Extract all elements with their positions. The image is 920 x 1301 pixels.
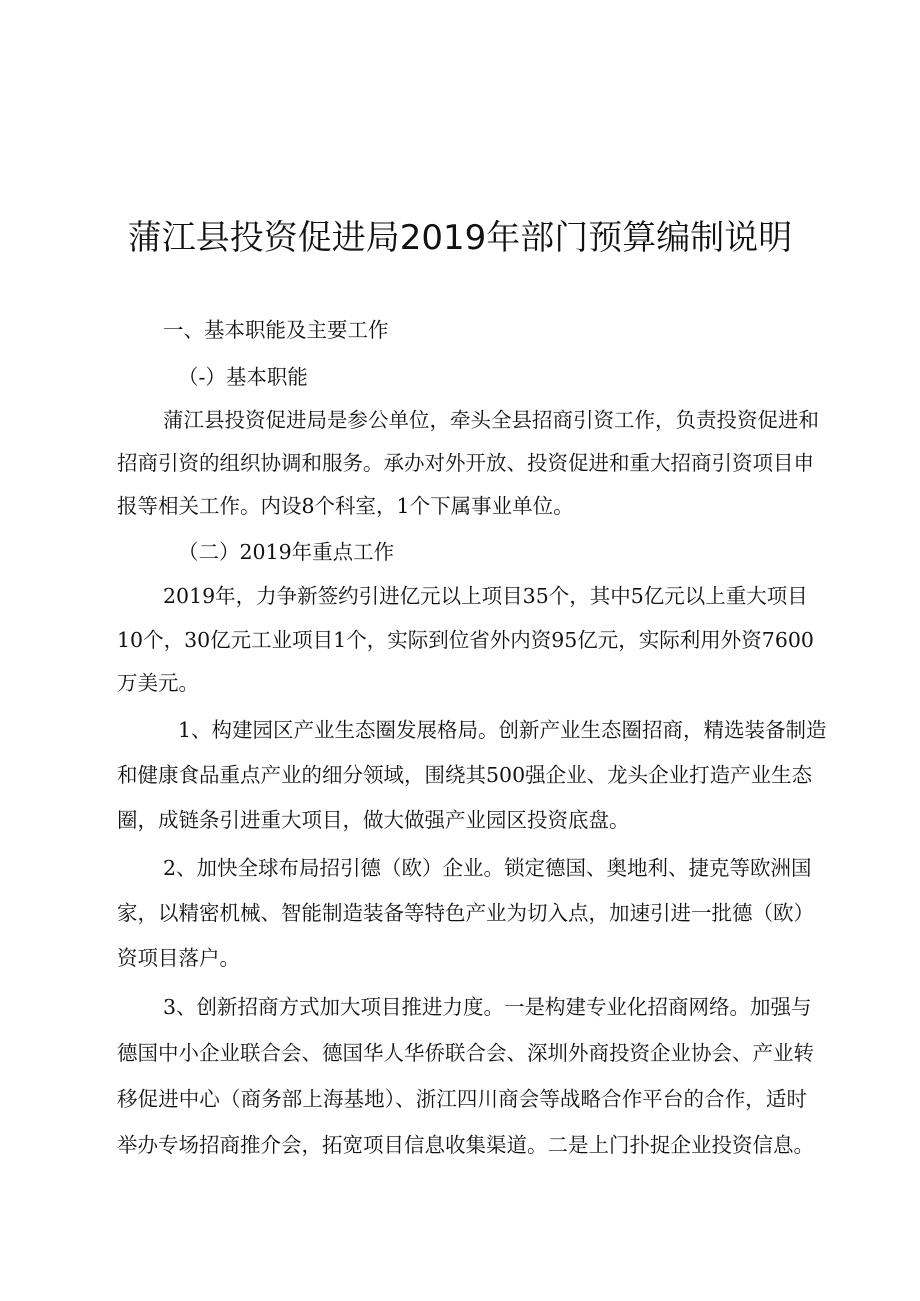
paragraph-line: 2019年，力争新签约引进亿元以上项目35个，其中5亿元以上重大项目 [163, 584, 808, 608]
paragraph-line: 圈，成链条引进重大项目，做大做强产业园区投资底盘。 [117, 808, 630, 832]
paragraph-line: 报等相关工作。内设8个科室，1个下属事业单位。 [117, 494, 574, 518]
paragraph-line: 万美元。 [117, 671, 199, 695]
paragraph-line: 1、构建园区产业生态圈发展格局。创新产业生态圈招商，精选装备制造 [178, 718, 827, 742]
paragraph-line: 移促进中心（商务部上海基地）、浙江四川商会等战略合作平台的合作，适时 [117, 1087, 807, 1111]
paragraph-line: 2、加快全球布局招引德（欧）企业。锁定德国、奥地利、捷克等欧洲国 [163, 856, 812, 880]
section-heading-basic-functions-and-work: 一、基本职能及主要工作 [163, 318, 389, 342]
subsection-heading-basic-functions: （-）基本职能 [178, 365, 308, 389]
paragraph-line: 德国中小企业联合会、德国华人华侨联合会、深圳外商投资企业协会、产业转 [117, 1041, 814, 1065]
paragraph-line: 资项目落户。 [117, 946, 240, 970]
paragraph-line: 3、创新招商方式加大项目推进力度。一是构建专业化招商网络。加强与 [163, 995, 812, 1019]
paragraph-line: 举办专场招商推介会，拓宽项目信息收集渠道。二是上门扑捉企业投资信息。 [117, 1133, 814, 1157]
paragraph-line: 招商引资的组织协调和服务。承办对外开放、投资促进和重大招商引资项目申 [117, 451, 814, 475]
subsection-heading-key-work-2019: （二）2019年重点工作 [178, 540, 395, 564]
document-title: 蒲江县投资促进局2019年部门预算编制说明 [127, 218, 793, 258]
paragraph-line: 家，以精密机械、智能制造装备等特色产业为切入点，加速引进一批德（欧） [117, 901, 814, 925]
paragraph-line: 10个，30亿元工业项目1个，实际到位省外内资95亿元，实际利用外资7600 [117, 628, 814, 652]
paragraph-line: 蒲江县投资促进局是参公单位，牵头全县招商引资工作，负责投资促进和 [163, 408, 819, 432]
paragraph-line: 和健康食品重点产业的细分领域，围绕其500强企业、龙头企业打造产业生态 [117, 763, 813, 787]
